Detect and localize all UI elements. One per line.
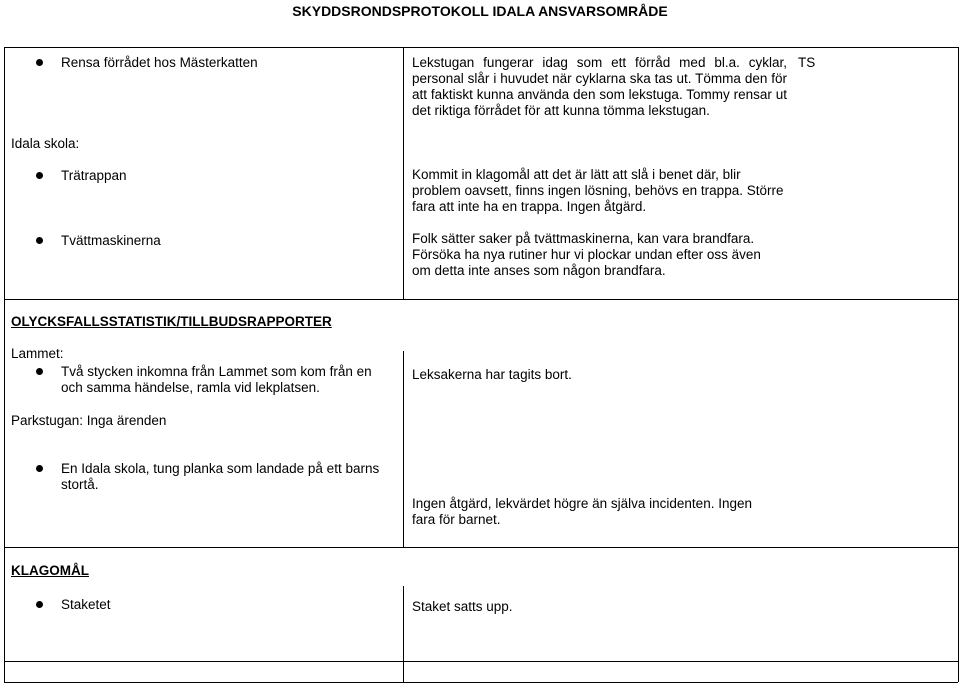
item-tvattmaskinerna-label: Tvättmaskinerna — [61, 233, 161, 248]
complaints-heading: KLAGOMÅL — [11, 563, 89, 578]
section-divider-1 — [4, 299, 958, 300]
responsible-initials: TS — [798, 55, 816, 70]
column-divider-3 — [403, 586, 404, 682]
item-tvattmaskinerna-note: Folk sätter saker på tvättmaskinerna, kan vara brandfara. Försöka ha nya rutiner hur vi plockar undan efter oss även om detta inte anses som någon brandfara. — [412, 231, 761, 278]
column-divider-1 — [403, 47, 404, 299]
table-left-border — [4, 47, 5, 682]
item-tratrappan-note: Kommit in klagomål att det är lätt att slå i benet där, blir problem oavsett, finns ingen lösning, behövs en trappa. Större fara att inte ha en trappa. Ingen åtgärd. — [412, 167, 784, 214]
item-rensa-note: Lekstugan fungerar idag som ett förråd med bl.a. cyklar, personal slår i huvudet när cyklarna ska tas ut. Tömma den för att faktiskt kunna använda den som lekstuga. Tommy rensar ut det riktiga förrådet för att kunna tömma lekstugan. — [412, 55, 787, 118]
bullet-icon — [36, 59, 43, 66]
accident-heading: OLYCKSFALLSSTATISTIK/TILLBUDSRAPPORTER — [11, 314, 332, 329]
bullet-icon — [36, 368, 43, 375]
section-divider-2 — [4, 547, 958, 548]
lammet-label: Lammet: — [11, 346, 64, 361]
school-label: Idala skola: — [11, 136, 80, 151]
item-tratrappan-label: Trätrappan — [61, 168, 127, 183]
lammet-item: Två stycken inkomna från Lammet som kom från en och samma händelse, ramla vid lekplatsen. — [61, 364, 372, 395]
idala-item: En Idala skola, tung planka som landade på ett barns stortå. — [61, 461, 380, 492]
item-rensa-label: Rensa förrådet hos Mästerkatten — [61, 55, 258, 70]
bullet-icon — [36, 172, 43, 179]
bullet-icon — [36, 465, 43, 472]
page-title: SKYDDSRONDSPROTOKOLL IDALA ANSVARSOMRÅDE — [292, 3, 668, 19]
complaint-note: Staket satts upp. — [412, 599, 513, 614]
lammet-note: Leksakerna har tagits bort. — [412, 367, 572, 382]
complaint-item: Staketet — [61, 597, 111, 612]
bullet-icon — [36, 237, 43, 244]
inner-bottom-line — [4, 661, 958, 662]
bullet-icon — [36, 601, 43, 608]
table-top-border — [4, 47, 958, 48]
column-divider-2 — [403, 351, 404, 547]
table-bottom-border — [4, 682, 958, 683]
parkstugan-text: Parkstugan: Inga ärenden — [11, 413, 167, 428]
idala-note: Ingen åtgärd, lekvärdet högre än själva incidenten. Ingen fara för barnet. — [412, 496, 752, 527]
table-right-border — [958, 47, 959, 682]
